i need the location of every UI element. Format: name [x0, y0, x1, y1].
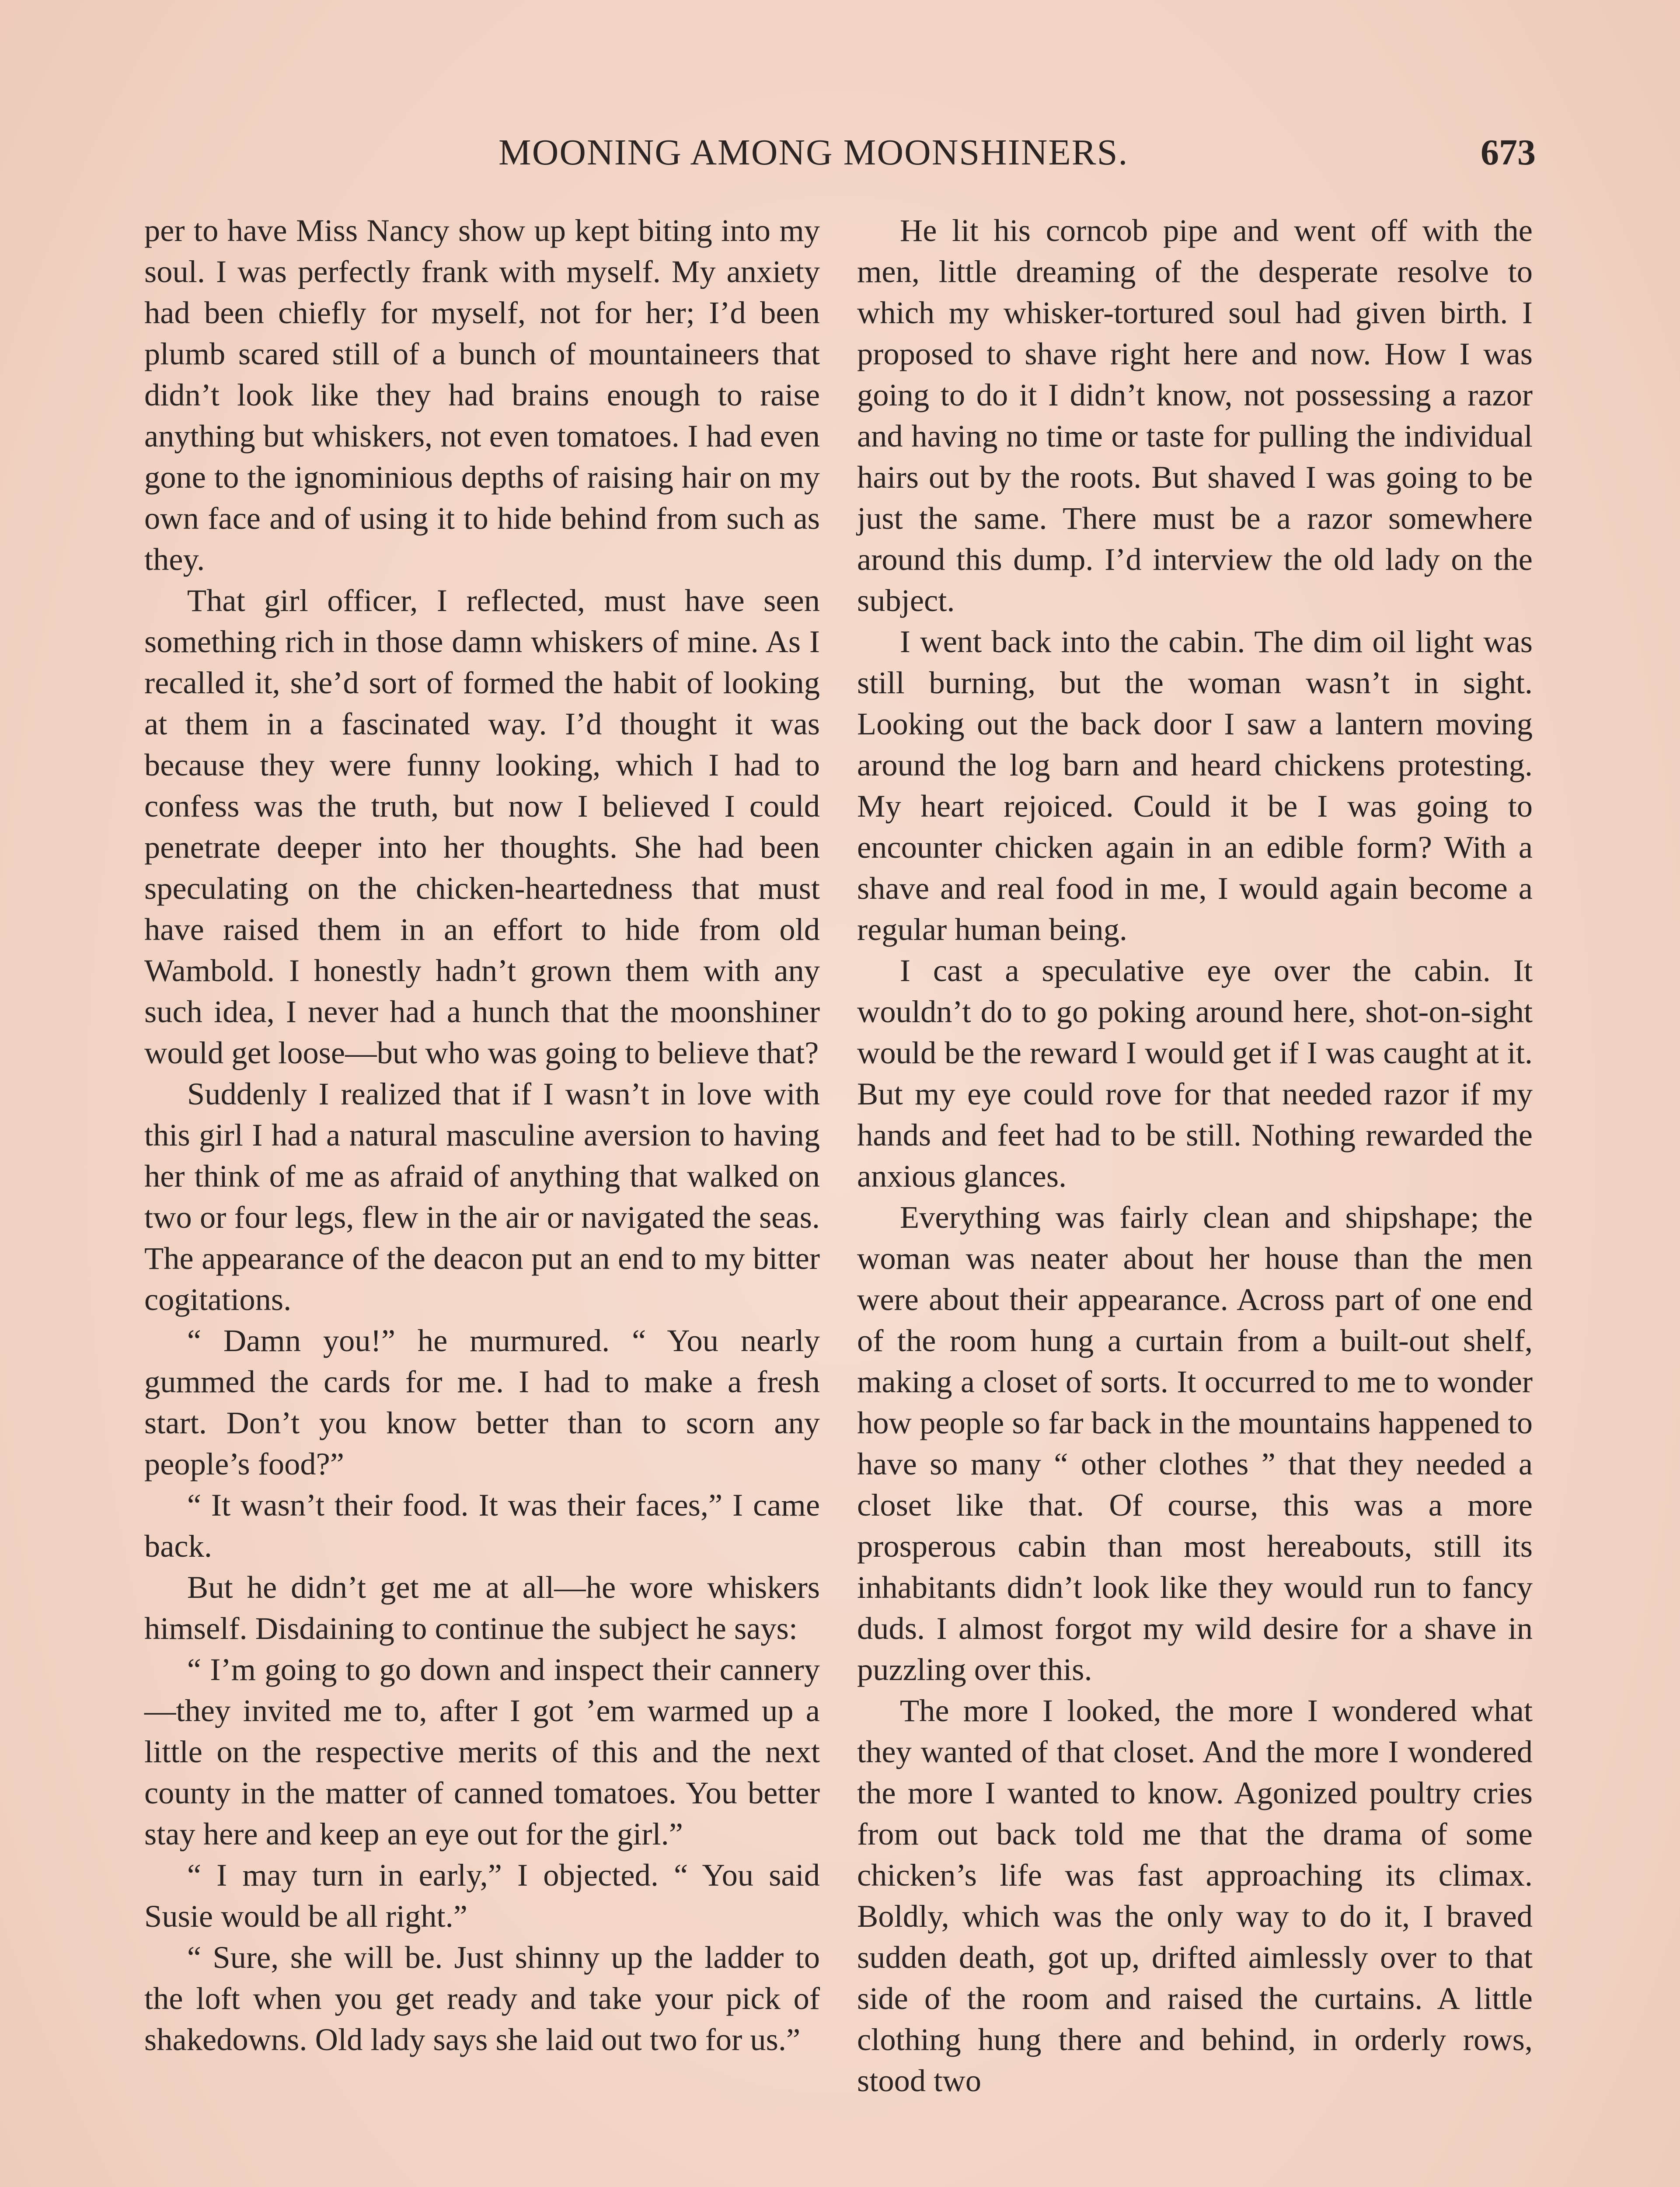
paragraph: “ I’m going to go down and inspect their cannery—they invited me to, after I got ’em warmed up a little on the respective merits of this and the next county in the matter of canned tomatoes. You better stay here and keep an eye out for the girl.” — [144, 1652, 820, 1852]
page-number: 673 — [1481, 132, 1536, 173]
paragraph: “ Damn you!” he murmured. “ You nearly gummed the cards for me. I had to make a fresh start. Don’t you know better than to scorn any people’s food?” — [144, 1323, 820, 1481]
paragraph: Everything was fairly clean and shipshape; the woman was neater about her house than the men were about their appearance. Across part of one end of the room hung a curtain from a built-out shelf, making a closet of sorts. It occurred to me to wonder how people so far back in the mountains happened to have so many “ other clothes ” that they needed a closet like that. Of course, this was a more prosperous cabin than most hereabouts, still its inhabitants didn’t look like they would run to fancy duds. I almost forgot my wild desire for a shave in puzzling over this. — [857, 1199, 1533, 1687]
running-title: MOONING AMONG MOONSHINERS. — [498, 132, 1129, 173]
paragraph: “ Sure, she will be. Just shinny up the ladder to the loft when you get ready and take your pick of shakedowns. Old lady says she laid out two for us.” — [144, 1939, 820, 2057]
paragraph: The more I looked, the more I wondered what they wanted of that closet. And the more I wondered the more I wanted to know. Agonized poultry cries from out back told me that the drama of some chicken’s life was fast approaching its climax. Boldly, which was the only way to do it, I braved sudden death, got up, drifted aimlessly over to that side of the room and raised the curtains. A little clothing hung there and behind, in orderly rows, stood two — [857, 1693, 1533, 2098]
paragraph: “ I may turn in early,” I objected. “ You said Susie would be all right.” — [144, 1857, 820, 1934]
paragraph: I went back into the cabin. The dim oil light was still burning, but the woman wasn’t in sight. Looking out the back door I saw a lantern moving around the log barn and heard chickens protesting. My heart rejoiced. Could it be I was going to encounter chicken again in an edible form? With a shave and real food in me, I would again become a regular human being. — [857, 624, 1533, 947]
paragraph: I cast a speculative eye over the cabin. It wouldn’t do to go poking around here, shot-on-sight would be the reward I would get if I was caught at it. But my eye could rove for that needed razor if my hands and feet had to be still. Nothing rewarded the anxious glances. — [857, 953, 1533, 1194]
paragraph: He lit his corncob pipe and went off with the men, little dreaming of the desperate resolve to which my whisker-tortured soul had given birth. I proposed to shave right here and now. How I was going to do it I didn’t know, not possessing a razor and having no time or taste for pulling the individual hairs out by the roots. But shaved I was going to be just the same. There must be a razor somewhere around this dump. I’d interview the old lady on the subject. — [857, 213, 1533, 618]
paragraph: But he didn’t get me at all—he wore whiskers himself. Disdaining to continue the subject he says: — [144, 1569, 820, 1646]
paragraph: per to have Miss Nancy show up kept biting into my soul. I was perfectly frank with myself. My anxiety had been chiefly for myself, not for her; I’d been plumb scared still of a bunch of mountaineers that didn’t look like they had brains enough to raise anything but whiskers, not even tomatoes. I had even gone to the ignominious depths of raising hair on my own face and of using it to hide behind from such as they. — [144, 213, 820, 577]
paragraph: That girl officer, I reflected, must have seen something rich in those damn whiskers of mine. As I recalled it, she’d sort of formed the habit of looking at them in a fascinated way. I’d thought it was because they were funny looking, which I had to confess was the truth, but now I believed I could penetrate deeper into her thoughts. She had been speculating on the chicken-heartedness that must have raised them in an effort to hide from old Wambold. I honestly hadn’t grown them with any such idea, I never had a hunch that the moonshiner would get loose—but who was going to believe that? — [144, 583, 820, 1070]
paragraph: “ It wasn’t their food. It was their faces,” I came back. — [144, 1487, 820, 1564]
paragraph: Suddenly I realized that if I wasn’t in love with this girl I had a natural masculine aversion to having her think of me as afraid of anything that walked on two or four legs, flew in the air or navigated the seas. The appearance of the deacon put an end to my bitter cogitations. — [144, 1076, 820, 1317]
left-text-column — [144, 210, 820, 2060]
right-text-column — [857, 210, 1533, 2101]
